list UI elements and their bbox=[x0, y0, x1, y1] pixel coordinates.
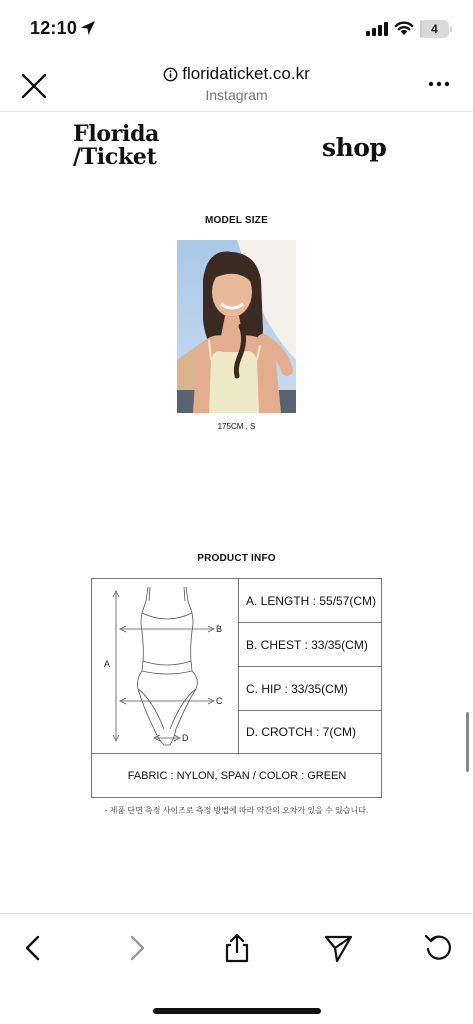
chevron-right-icon[interactable] bbox=[120, 932, 152, 964]
spec-crotch: D. CROTCH : 7(CM) bbox=[239, 710, 382, 754]
spec-chest: B. CHEST : 33/35(CM) bbox=[239, 623, 382, 667]
status-time: 12:10 bbox=[30, 18, 78, 38]
battery-tip bbox=[450, 26, 452, 32]
logo-line-2: /Ticket bbox=[73, 144, 157, 170]
url-bar[interactable] bbox=[100, 64, 373, 103]
send-icon[interactable] bbox=[322, 932, 354, 964]
diagram-label-a: A bbox=[104, 659, 111, 669]
measurement-notice: - 제품 단면 측정 사이즈로 측정 방법에 따라 약간의 오차가 있을 수 있습니다. bbox=[104, 806, 369, 815]
url-subtitle: Instagram bbox=[205, 87, 268, 103]
page-content bbox=[0, 113, 473, 913]
model-photo bbox=[177, 240, 296, 413]
size-table bbox=[91, 578, 382, 798]
info-icon bbox=[163, 67, 178, 82]
reload-icon[interactable] bbox=[423, 932, 455, 964]
diagram-label-b: B bbox=[216, 624, 223, 634]
browser-header bbox=[0, 60, 473, 112]
chevron-left-icon[interactable] bbox=[18, 932, 50, 964]
location-arrow-icon bbox=[80, 20, 96, 36]
spec-length: A. LENGTH : 55/57(CM) bbox=[239, 579, 382, 623]
home-indicator[interactable] bbox=[153, 1008, 321, 1014]
wifi-icon bbox=[394, 20, 414, 36]
diagram-label-d: D bbox=[182, 733, 189, 743]
model-size-title: MODEL SIZE bbox=[205, 215, 268, 226]
swimsuit-diagram bbox=[92, 579, 239, 754]
share-icon[interactable] bbox=[221, 932, 253, 964]
cellular-signal-icon bbox=[366, 22, 388, 36]
logo-line-1: Florida bbox=[73, 121, 160, 147]
brand-logo[interactable] bbox=[73, 123, 159, 169]
shop-link[interactable]: shop bbox=[322, 133, 387, 162]
status-bar bbox=[0, 0, 473, 60]
url-text: floridaticket.co.kr bbox=[182, 64, 310, 83]
close-icon[interactable] bbox=[18, 70, 50, 102]
scrollbar[interactable] bbox=[466, 712, 469, 772]
battery-level: 4 bbox=[431, 22, 438, 36]
model-caption: 175CM , S bbox=[217, 422, 256, 431]
spec-hip: C. HIP : 33/35(CM) bbox=[239, 667, 382, 711]
product-info-title: PRODUCT INFO bbox=[197, 553, 276, 564]
fabric-info: FABRIC : NYLON, SPAN / COLOR : GREEN bbox=[127, 770, 347, 782]
bottom-toolbar bbox=[0, 913, 473, 1024]
diagram-label-c: C bbox=[216, 696, 223, 706]
more-icon[interactable] bbox=[424, 74, 454, 94]
battery-indicator bbox=[420, 20, 452, 38]
